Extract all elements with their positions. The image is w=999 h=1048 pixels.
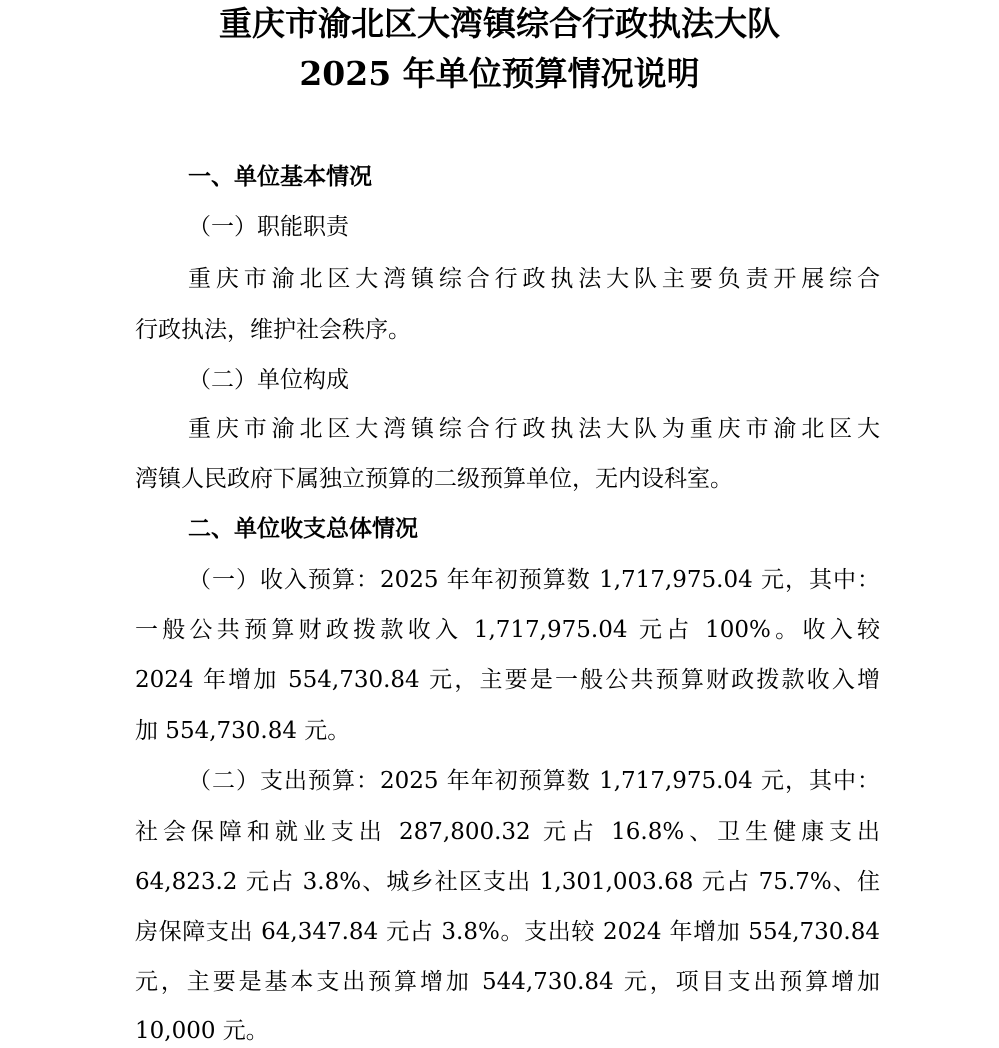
heading-basic-info: 一、单位基本情况 (188, 163, 372, 190)
expense-text-line-5: 元，主要是基本支出预算增加 544,730.84 元，项目支出预算增加 (135, 969, 880, 995)
income-text-line-2: 一般公共预算财政拨款收入 1,717,975.04 元占 100%。收入较 (135, 617, 880, 643)
title-line-2: 2025 年单位预算情况说明 (299, 54, 700, 93)
expense-text-line-3: 64,823.2 元占 3.8%、城乡社区支出 1,301,003.68 元占 75.7%、住 (135, 869, 880, 895)
income-text-line-4: 加 554,730.84 元。 (135, 718, 351, 744)
subheading-structure: （二）单位构成 (188, 367, 349, 393)
structure-text-line-1: 重庆市渝北区大湾镇综合行政执法大队为重庆市渝北区大 (188, 416, 880, 442)
duties-text-line-1: 重庆市渝北区大湾镇综合行政执法大队主要负责开展综合 (188, 266, 880, 292)
income-text-line-1: （一）收入预算：2025 年年初预算数 1,717,975.04 元，其中： (188, 567, 880, 593)
structure-text-line-2: 湾镇人民政府下属独立预算的二级预算单位，无内设科室。 (135, 466, 733, 492)
expense-text-line-4: 房保障支出 64,347.84 元占 3.8%。支出较 2024 年增加 554,730.84 (135, 919, 880, 945)
duties-text-line-2: 行政执法，维护社会秩序。 (135, 317, 411, 343)
income-text-line-3: 2024 年增加 554,730.84 元，主要是一般公共预算财政拨款收入增 (135, 667, 880, 693)
subheading-duties: （一）职能职责 (188, 214, 349, 240)
expense-text-line-6: 10,000 元。 (135, 1018, 269, 1044)
heading-overall: 二、单位收支总体情况 (188, 515, 418, 542)
expense-text-line-1: （二）支出预算：2025 年年初预算数 1,717,975.04 元，其中： (188, 768, 880, 794)
title-line-1: 重庆市渝北区大湾镇综合行政执法大队 (219, 4, 780, 43)
expense-text-line-2: 社会保障和就业支出 287,800.32 元占 16.8%、卫生健康支出 (135, 819, 880, 845)
